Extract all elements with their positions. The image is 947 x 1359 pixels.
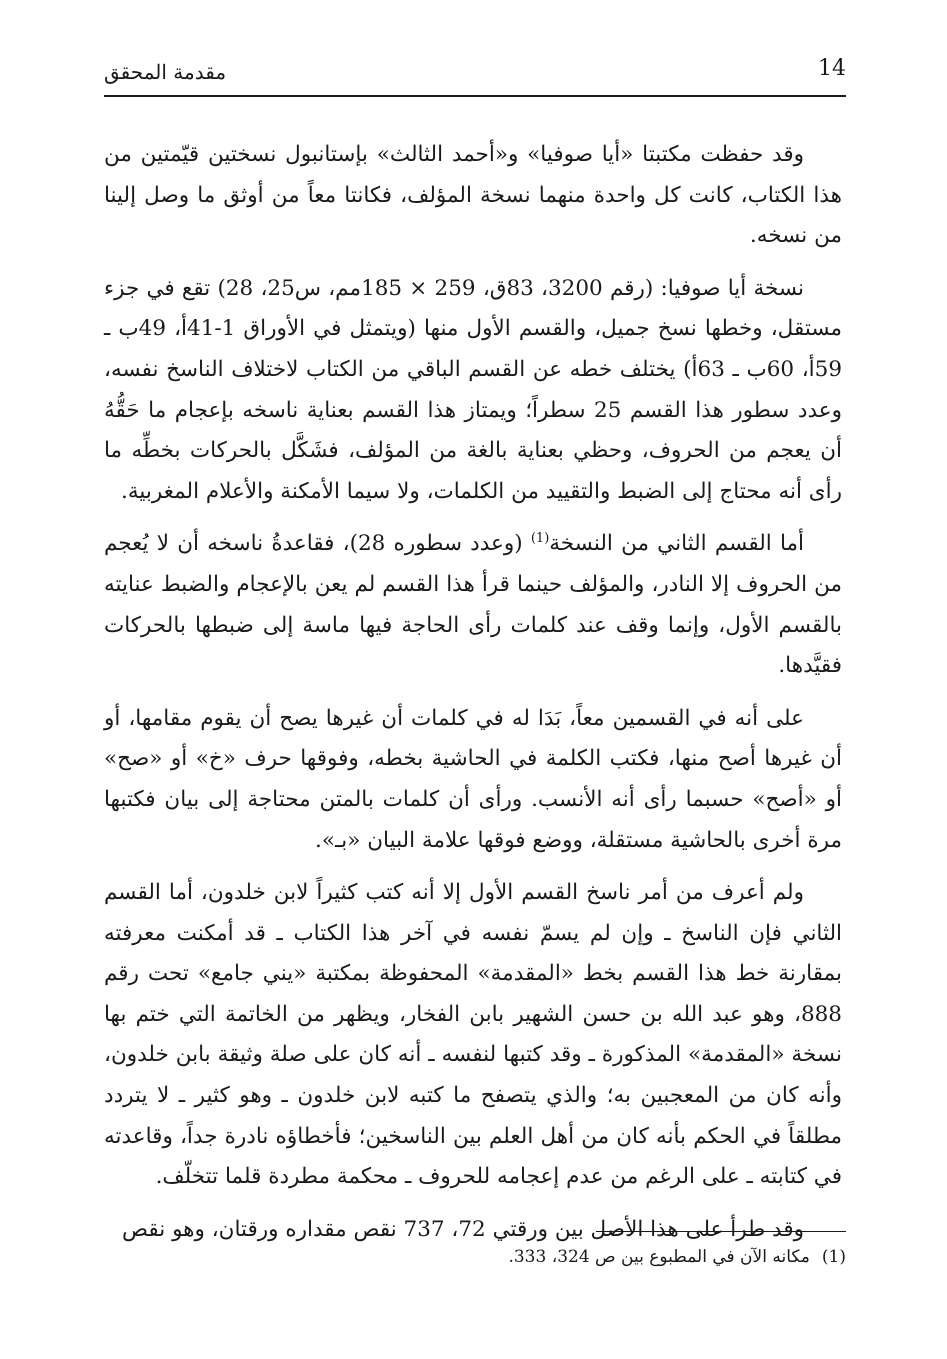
paragraph [104,524,842,686]
paragraph: ولم أعرف من أمر ناسخ القسم الأول إلا أنه كتب كثيراً لابن خلدون، أما القسم الثاني فإن الناسخ ـ وإن لم يسمّ نفسه في آخر هذا الكتاب ـ قد أمكنت معرفته بمقارنة خط هذا القسم بخط «المقدمة» المحفوظة بمكتبة «يني جامع» تحت رقم 888، وهو عبد الله بن حسن الشهير بابن الفخار، ويظهر من الخاتمة التي ختم بها نسخة «المقدمة» المذكورة ـ وقد كتبها لنفسه ـ أنه كان على صلة وثيقة بابن خلدون، وأنه كان من المعجبين به؛ والذي يتصفح ما كتبه لابن خلدون ـ وهو كثير ـ لا يتردد مطلقاً في الحكم بأنه كان من أهل العلم بين الناسخين؛ فأخطاؤه نادرة جداً، وقاعدته في كتابته ـ على الرغم من عدم إعجامه للحروف ـ محكمة مطردة قلما تتخلّف. [104,880,842,1190]
paragraph: وقد حفظت مكتبتا «أيا صوفيا» و«أحمد الثالث» بإستانبول نسختين قيّمتين من هذا الكتاب، كانت كل واحدة منهما نسخة المؤلف، فكانتا معاً من أوثق ما وصل إلينا من نسخه. [104,142,842,249]
footnote [104,1242,846,1272]
page-header [104,54,846,94]
running-title: مقدمة المحقق [104,60,227,84]
header-divider [104,95,846,97]
paragraph-text: (وعدد سطوره 28)، فقاعدةُ ناسخه أن لا يُعجم من الحروف إلا النادر، والمؤلف حينما قرأ هذا القسم لم يعن بالإعجام والضبط عنايته بالقسم الأول، وإنما وقف عند كلمات رأى الحاجة فيها ماسة إلى ضبطها بالحركات فقيَّدها. [104,531,842,679]
paragraph-text: أما القسم الثاني من النسخة [549,531,804,557]
footnote-text: مكانه الآن في المطبوع بين ص 324، 333. [508,1247,810,1267]
paragraph: وقد طرأ على هذا الأصل بين ورقتي 72، 737 نقص مقداره ورقتان، وهو نقص [122,1216,804,1242]
page-number: 14 [818,56,846,81]
footnote-marker: (1) [821,1247,846,1267]
main-text [104,135,842,1250]
footnote-reference[interactable]: (1) [530,531,550,547]
paragraph: على أنه في القسمين معاً، بَدَا له في كلمات أن غيرها يصح أن يقوم مقامها، أو أن غيرها أصح منها، فكتب الكلمة في الحاشية بخطه، وفوقها حرف «خ» أو «صح» أو «أصح» حسبما رأى أنه الأنسب. ورأى أن كلمات بالمتن محتاجة إلى بيان فكتبها مرة أخرى بالحاشية مستقلة، ووضع فوقها علامة البيان «بـ». [104,705,842,853]
paragraph: نسخة أيا صوفيا: (رقم 3200، 83ق، 259 × 185مم، س25، 28) تقع في جزء مستقل، وخطها نسخ جميل، والقسم الأول منها (ويتمثل في الأوراق 1-41أ، 49ب ـ 59أ، 60ب ـ 63أ) يختلف خطه عن القسم الباقي من الكتاب لاختلاف الناسخ نفسه، وعدد سطور هذا القسم 25 سطراً؛ ويمتاز هذا القسم بعناية ناسخه بإعجام ما حَقُّهُ أن يعجم من الحروف، وحظي بعناية بالغة من المؤلف، فشَكَّل بالحركات بخطِّه ما رأى أنه محتاج إلى الضبط والتقييد من الكلمات، ولا سيما الأمكنة والأعلام المغربية. [104,275,843,504]
footnote-divider [596,1231,846,1232]
